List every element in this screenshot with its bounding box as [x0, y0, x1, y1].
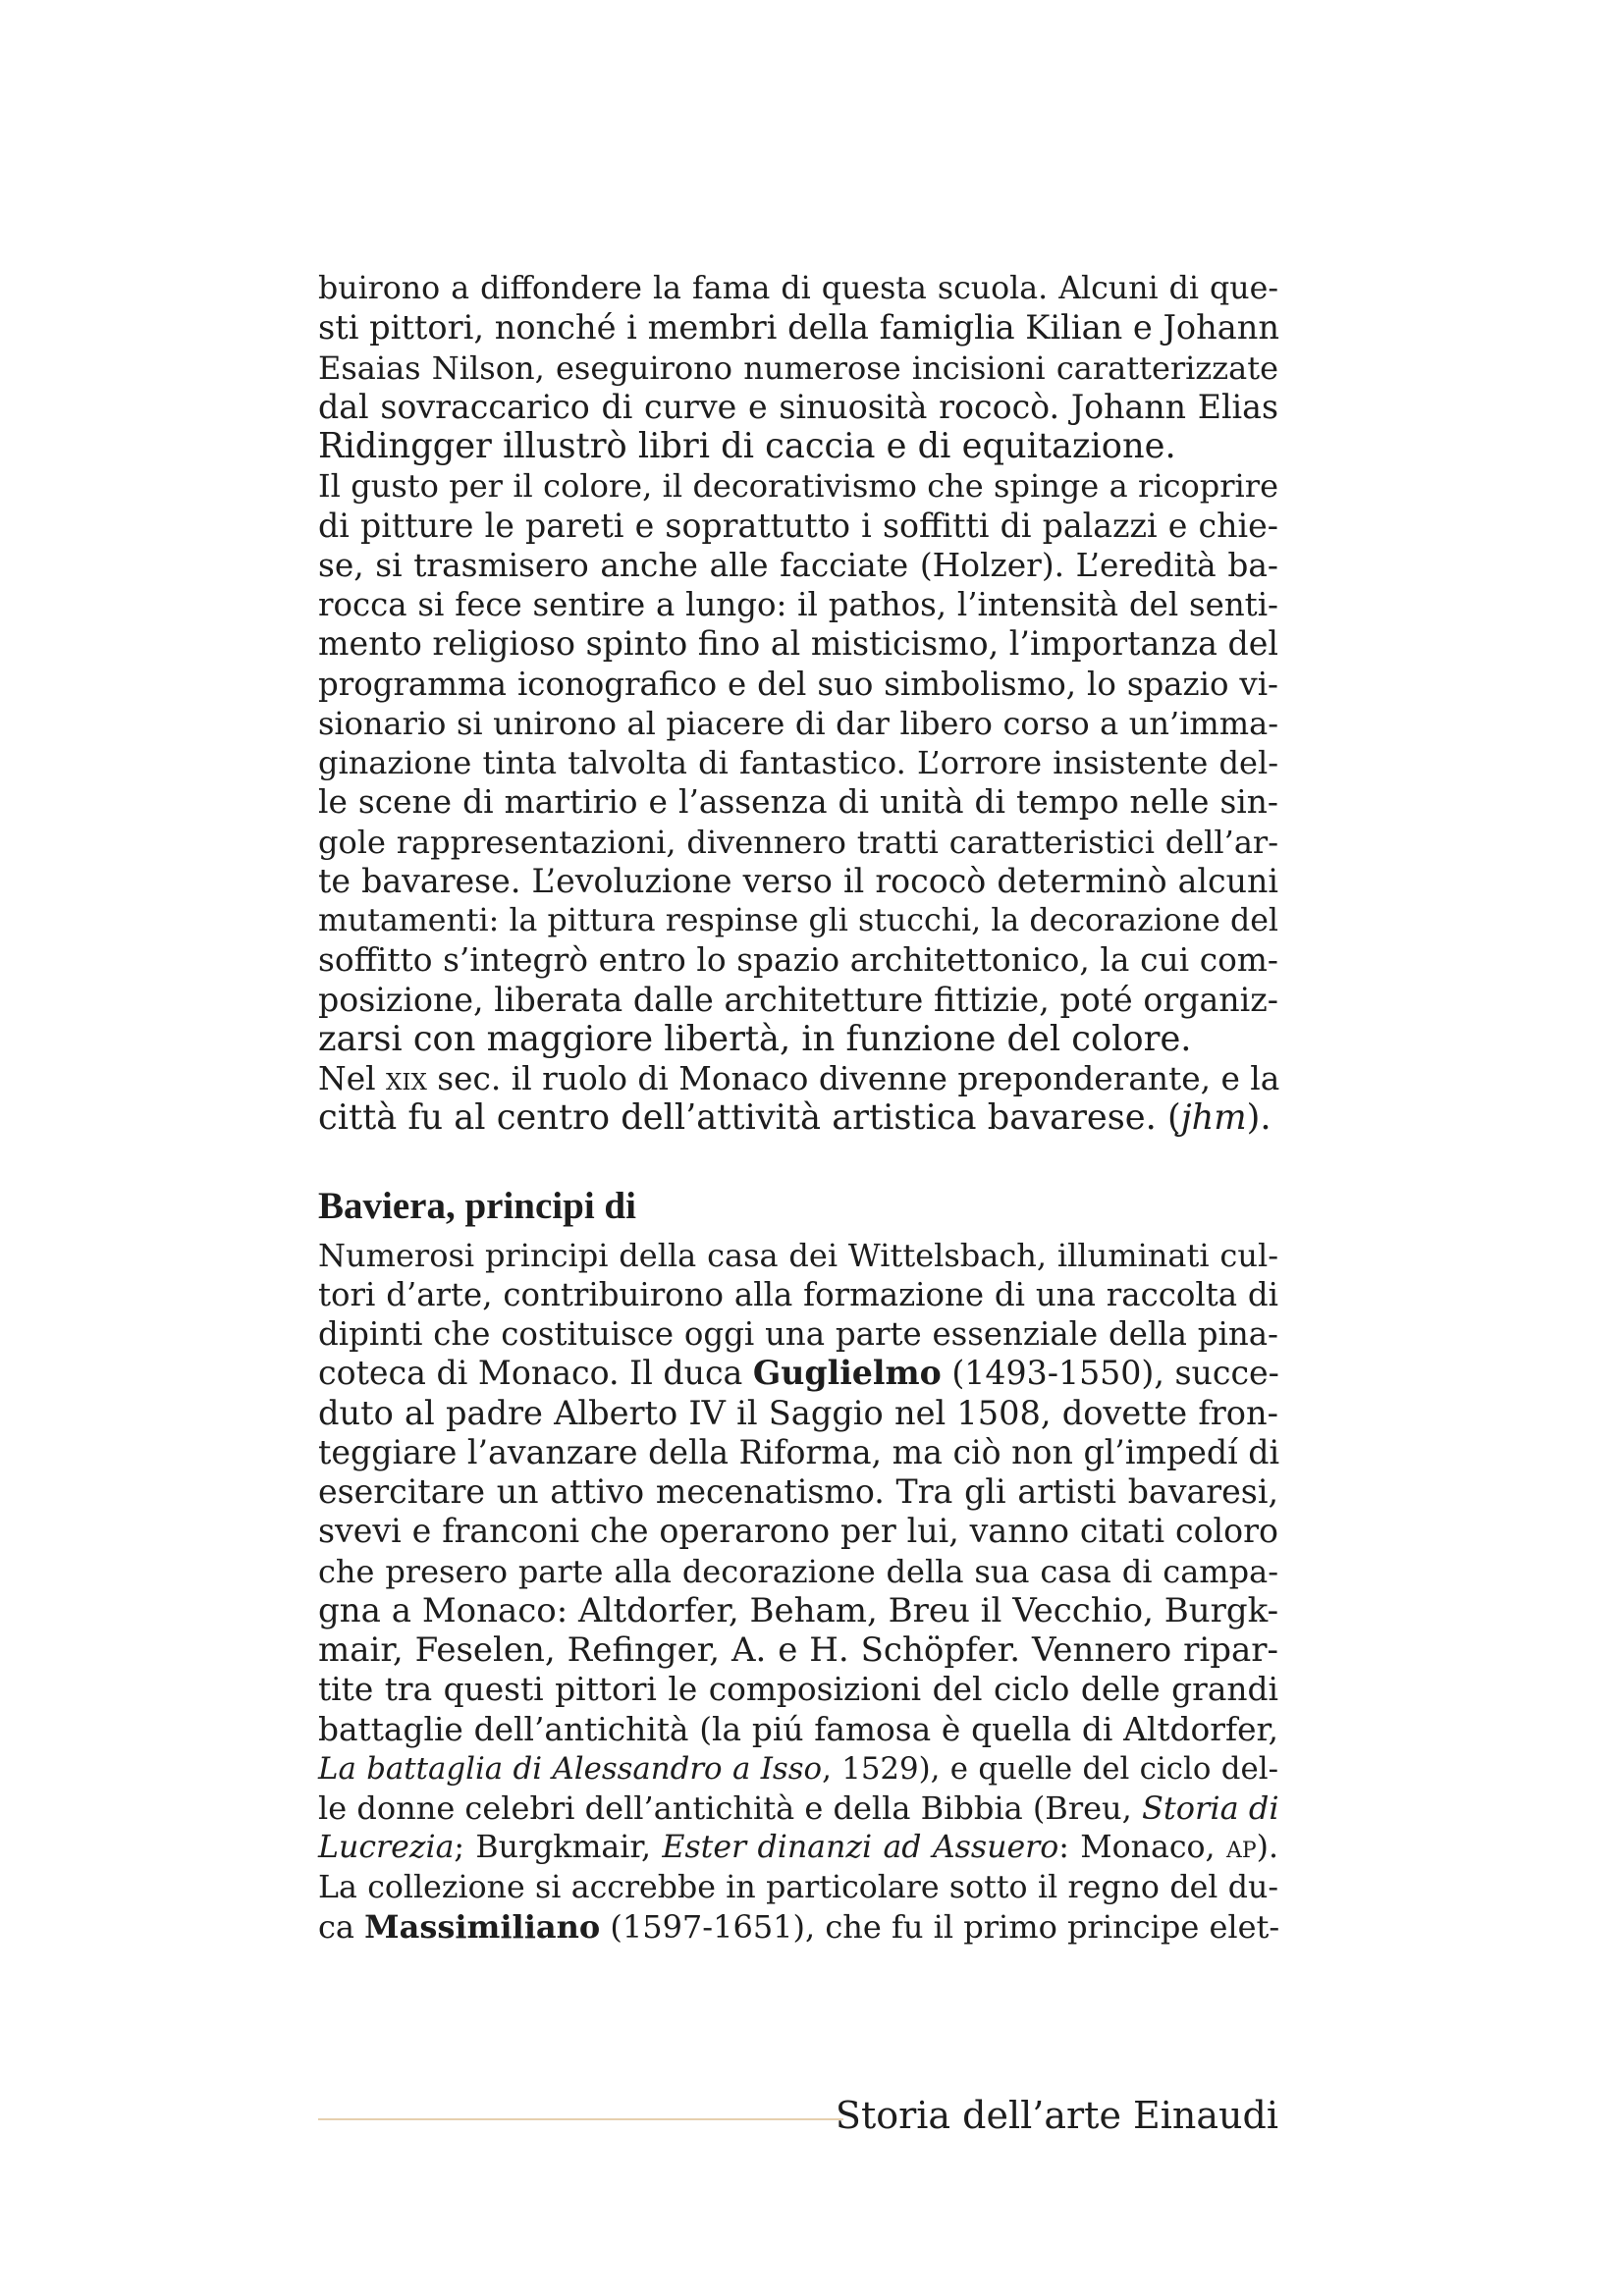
artwork-title: Lucrezia: [318, 1830, 455, 1866]
text-line: [318, 1789, 1278, 1828]
text-line: tori d’arte, contribuirono alla formazione di una raccolta di: [318, 1275, 1278, 1313]
text-line: Ridingger illustrò libri di caccia e di equitazione.: [318, 426, 1176, 466]
text-line: duto al padre Alberto IV il Saggio nel 1508, dovette fron-: [318, 1393, 1278, 1432]
century-numeral: xix: [386, 1060, 427, 1097]
entry-body: [318, 1236, 1278, 1948]
text-line: dal sovraccarico di curve e sinuosità rococò. Johann Elias: [318, 387, 1278, 426]
text-line: buirono a diffondere la fama di questa scuola. Alcuni di que-: [318, 271, 1278, 306]
text-line: [318, 1828, 1278, 1867]
text-line: [318, 1749, 1278, 1789]
text-line: programma iconografico e del suo simbolismo, lo spazio vi-: [318, 665, 1278, 703]
text-line: mutamenti: la pittura respinse gli stucchi, la decorazione del: [318, 903, 1278, 938]
text-run: le donne celebri dell’antichità e della Bibbia (Breu,: [318, 1789, 1142, 1827]
text-line: posizione, liberata dalle architetture fittizie, poté organiz-: [318, 980, 1278, 1019]
text-line: [318, 1098, 1278, 1138]
text-line: [318, 1907, 1278, 1947]
text-line: rocca si fece sentire a lungo: il pathos, l’intensità del senti-: [318, 586, 1278, 623]
text-run: (1597-1651), che fu il primo principe elet-: [600, 1907, 1280, 1946]
text-line: mento religioso spinto fino al misticismo, l’importanza del: [318, 624, 1278, 664]
text-line: che presero parte alla decorazione della sua casa di campa-: [318, 1552, 1278, 1590]
text-line: sionario si unirono al piacere di dar libero corso a un’imma-: [318, 704, 1278, 742]
bold-name: Massimiliano: [364, 1907, 601, 1946]
paragraph-1: [318, 269, 1278, 466]
text-line: Il gusto per il colore, il decorativismo che spinge a ricoprire: [318, 467, 1278, 506]
text-line: te bavarese. L’evoluzione verso il rococò determinò alcuni: [318, 861, 1278, 900]
text-run: : Monaco,: [1058, 1830, 1226, 1866]
text-run: ).: [1256, 1830, 1279, 1866]
entry-heading: Baviera, principi di: [318, 1184, 636, 1227]
footer-rule: [318, 2118, 843, 2120]
text-line: Numerosi principi della casa dei Wittelsbach, illuminati cul-: [318, 1236, 1278, 1274]
text-run: , 1529), e quelle del ciclo del-: [822, 1750, 1279, 1787]
text-line: svevi e franconi che operarono per lui, vanno citati coloro: [318, 1512, 1278, 1551]
text-line: [318, 1059, 1278, 1098]
text-line: Esaias Nilson, eseguirono numerose incisioni caratterizzate: [318, 348, 1278, 387]
bold-name: Guglielmo: [752, 1354, 942, 1393]
artwork-title: La battaglia di Alessandro a Isso: [318, 1750, 823, 1787]
paragraph-2: [318, 466, 1278, 1059]
text-line: sti pittori, nonché i membri della famiglia Kilian e Johann: [318, 308, 1280, 347]
text-line: teggiare l’avanzare della Riforma, ma ciò non gl’impedí di: [318, 1432, 1280, 1471]
text-run: sec. il ruolo di Monaco divenne preponderante, e la: [426, 1060, 1280, 1097]
text-line: se, si trasmisero anche alle facciate (Holzer). L’eredità ba-: [318, 546, 1278, 584]
text-run: città fu al centro dell’attività artistica bavarese. (: [318, 1097, 1181, 1139]
page-footer: [318, 2091, 1278, 2140]
text-run: (1493-1550), succe-: [941, 1354, 1279, 1393]
text-line: di pitture le pareti e soprattutto i soffitti di palazzi e chie-: [318, 506, 1278, 545]
footer-title: Storia dell’arte Einaudi: [835, 2094, 1278, 2137]
text-line: ginazione tinta talvolta di fantastico. L’orrore insistente del-: [318, 744, 1278, 781]
text-line: esercitare un attivo mecenatismo. Tra gli artisti bavaresi,: [318, 1472, 1278, 1511]
text-line: La collezione si accrebbe in particolare sotto il regno del du-: [318, 1869, 1278, 1905]
text-line: gna a Monaco: Altdorfer, Beham, Breu il Vecchio, Burgk-: [318, 1590, 1279, 1630]
text-line: battaglie dell’antichità (la piú famosa è quella di Altdorfer,: [318, 1710, 1278, 1748]
text-line: soffitto s’integrò entro lo spazio architettonico, la cui com-: [318, 941, 1278, 980]
text-line: [318, 1354, 1278, 1393]
artwork-title: Ester dinanzi ad Assuero: [662, 1830, 1059, 1866]
text-run: Nel: [318, 1060, 387, 1097]
text-line: le scene di martirio e l’assenza di unità di tempo nelle sin-: [318, 783, 1278, 822]
museum-abbreviation: ap: [1225, 1830, 1257, 1866]
text-line: mair, Feselen, Refinger, A. e H. Schöpfer. Vennero ripar-: [318, 1630, 1278, 1670]
text-line: tite tra questi pittori le composizioni del ciclo delle grandi: [318, 1671, 1278, 1709]
text-run: ; Burgkmair,: [454, 1830, 663, 1866]
text-line: gole rappresentazioni, divennero tratti caratteristici dell’ar-: [318, 823, 1278, 861]
text-run: ).: [1246, 1097, 1271, 1139]
paragraph-3: [318, 1059, 1278, 1139]
text-run: ca: [318, 1907, 365, 1946]
text-line: dipinti che costituisce oggi una parte essenziale della pina-: [318, 1315, 1278, 1353]
text-line: zarsi con maggiore libertà, in funzione del colore.: [318, 1018, 1192, 1059]
author-initials: jhm: [1180, 1097, 1247, 1139]
artwork-title: Storia di: [1142, 1789, 1279, 1827]
page-text: [318, 269, 1278, 1947]
text-run: coteca di Monaco. Il duca: [318, 1354, 753, 1393]
